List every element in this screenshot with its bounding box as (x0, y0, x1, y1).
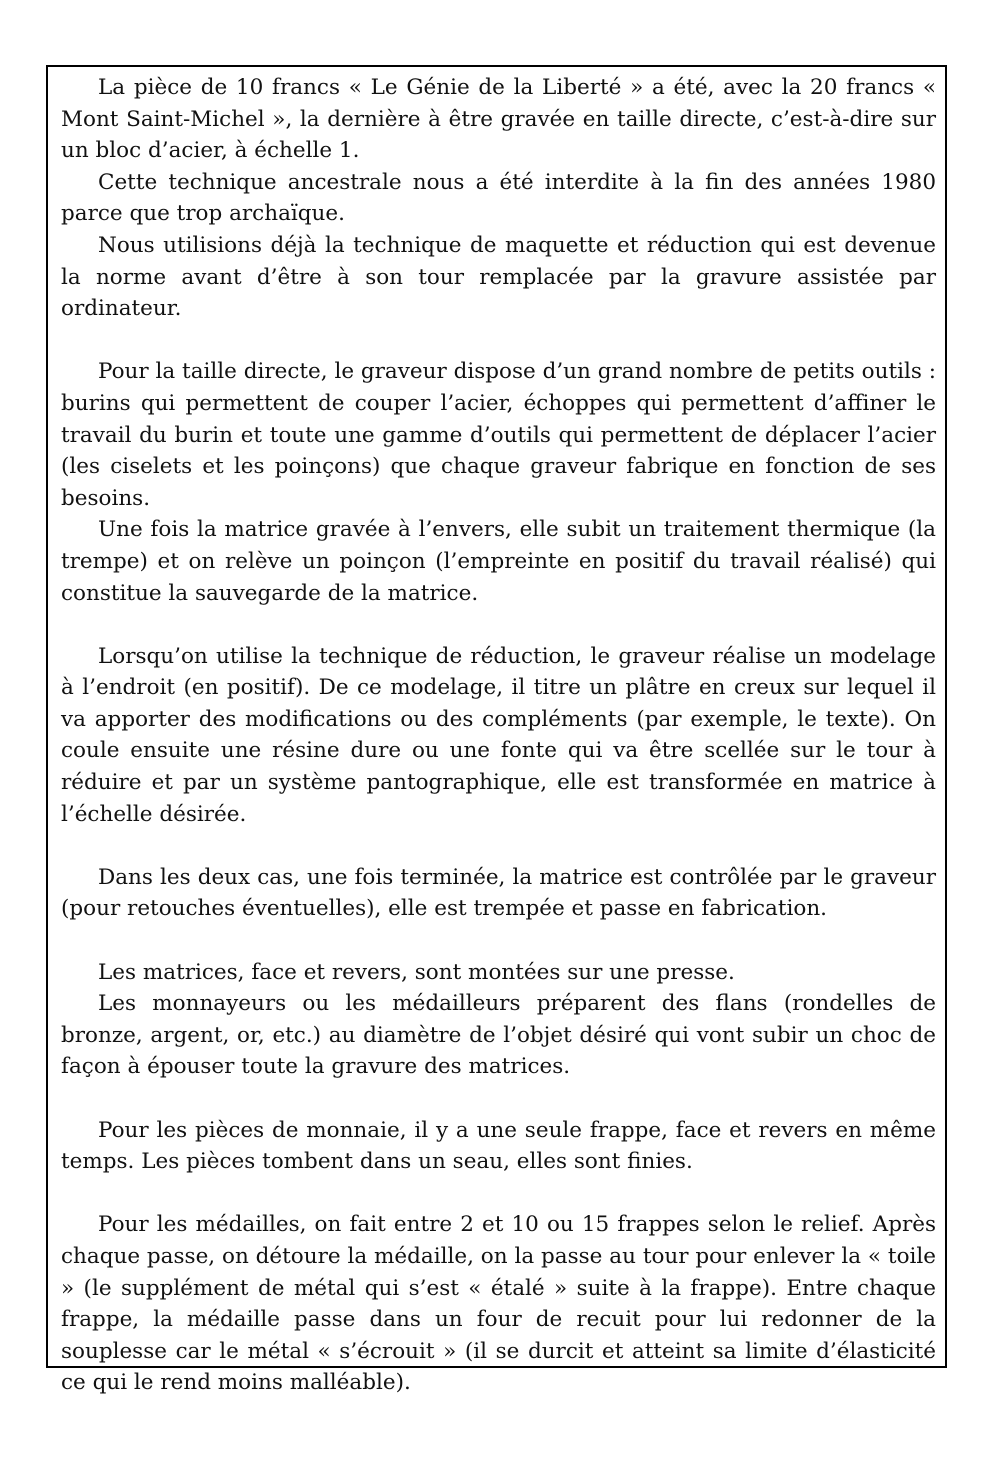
document-body (61, 72, 936, 1399)
paragraph-controle-matrice: Dans les deux cas, une fois terminée, la matrice est contrôlée par le graveur (pour retouches éventuelles), elle est trempée et passe en fabrication. (61, 864, 936, 922)
paragraph-maquette-reduction: Nous utilisions déjà la technique de maquette et réduction qui est devenue la norme avant d’être à son tour remplacée par la gravure assistée par ordinateur. (61, 232, 936, 322)
paragraph-technique-interdite: Cette technique ancestrale nous a été interdite à la fin des années 1980 parce que trop archaïque. (61, 169, 936, 227)
paragraph-dix-francs: La pièce de 10 francs « Le Génie de la Liberté » a été, avec la 20 francs « Mont Saint-Michel », la dernière à être gravée en taille directe, c’est-à-dire sur un bloc d’acier, à échelle 1. (61, 75, 936, 164)
paragraph-trempe-poincon: Une fois la matrice gravée à l’envers, elle subit un traitement thermique (la trempe) et on relève un poinçon (l’empreinte en positif du travail réalisé) qui constitue la sauvegarde de la matrice. (61, 517, 936, 606)
paragraph-flans: Les monnayeurs ou les médailleurs préparent des flans (rondelles de bronze, argent, or, etc.) au diamètre de l’objet désiré qui vont subir un choc de façon à épouser toute la gravure des matrices. (61, 991, 936, 1080)
paragraph-pieces-monnaie: Pour les pièces de monnaie, il y a une seule frappe, face et revers en même temps. Les pièces tombent dans un seau, elles sont finies. (61, 1117, 936, 1175)
paragraph-medailles: Pour les médailles, on fait entre 2 et 10 ou 15 frappes selon le relief. Après chaque passe, on détoure la médaille, on la passe au tour pour enlever la « toile » (le supplément de métal qui s’est « étalé » suite à la frappe). Entre chaque frappe, la médaille passe dans un four de recuit pour lui redonner de la souplesse car le métal « s’écrouit » (il se durcit et atteint sa limite d’élasticité ce qui le rend moins malléable). (61, 1212, 936, 1396)
paragraph-taille-directe-outils: Pour la taille directe, le graveur dispose d’un grand nombre de petits outils : burins qui permettent de couper l’acier, échoppes qui permettent d’affiner le travail du burin et toute une gamme d’outils qui permettent de déplacer l’acier (les ciselets et les poinçons) que chaque graveur fabrique en fonction de ses besoins. (61, 359, 936, 511)
paragraph-technique-reduction: Lorsqu’on utilise la technique de réduction, le graveur réalise un modelage à l’endroit (en positif). De ce modelage, il titre un plâtre en creux sur lequel il va apporter des modifications ou des compléments (par exemple, le texte). On coule ensuite une résine dure ou une fonte qui va être scellée sur le tour à réduire et par un système pantographique, elle est transformée en matrice à l’échelle désirée. (61, 643, 936, 827)
paragraph-presse: Les matrices, face et revers, sont montées sur une presse. (98, 959, 735, 985)
